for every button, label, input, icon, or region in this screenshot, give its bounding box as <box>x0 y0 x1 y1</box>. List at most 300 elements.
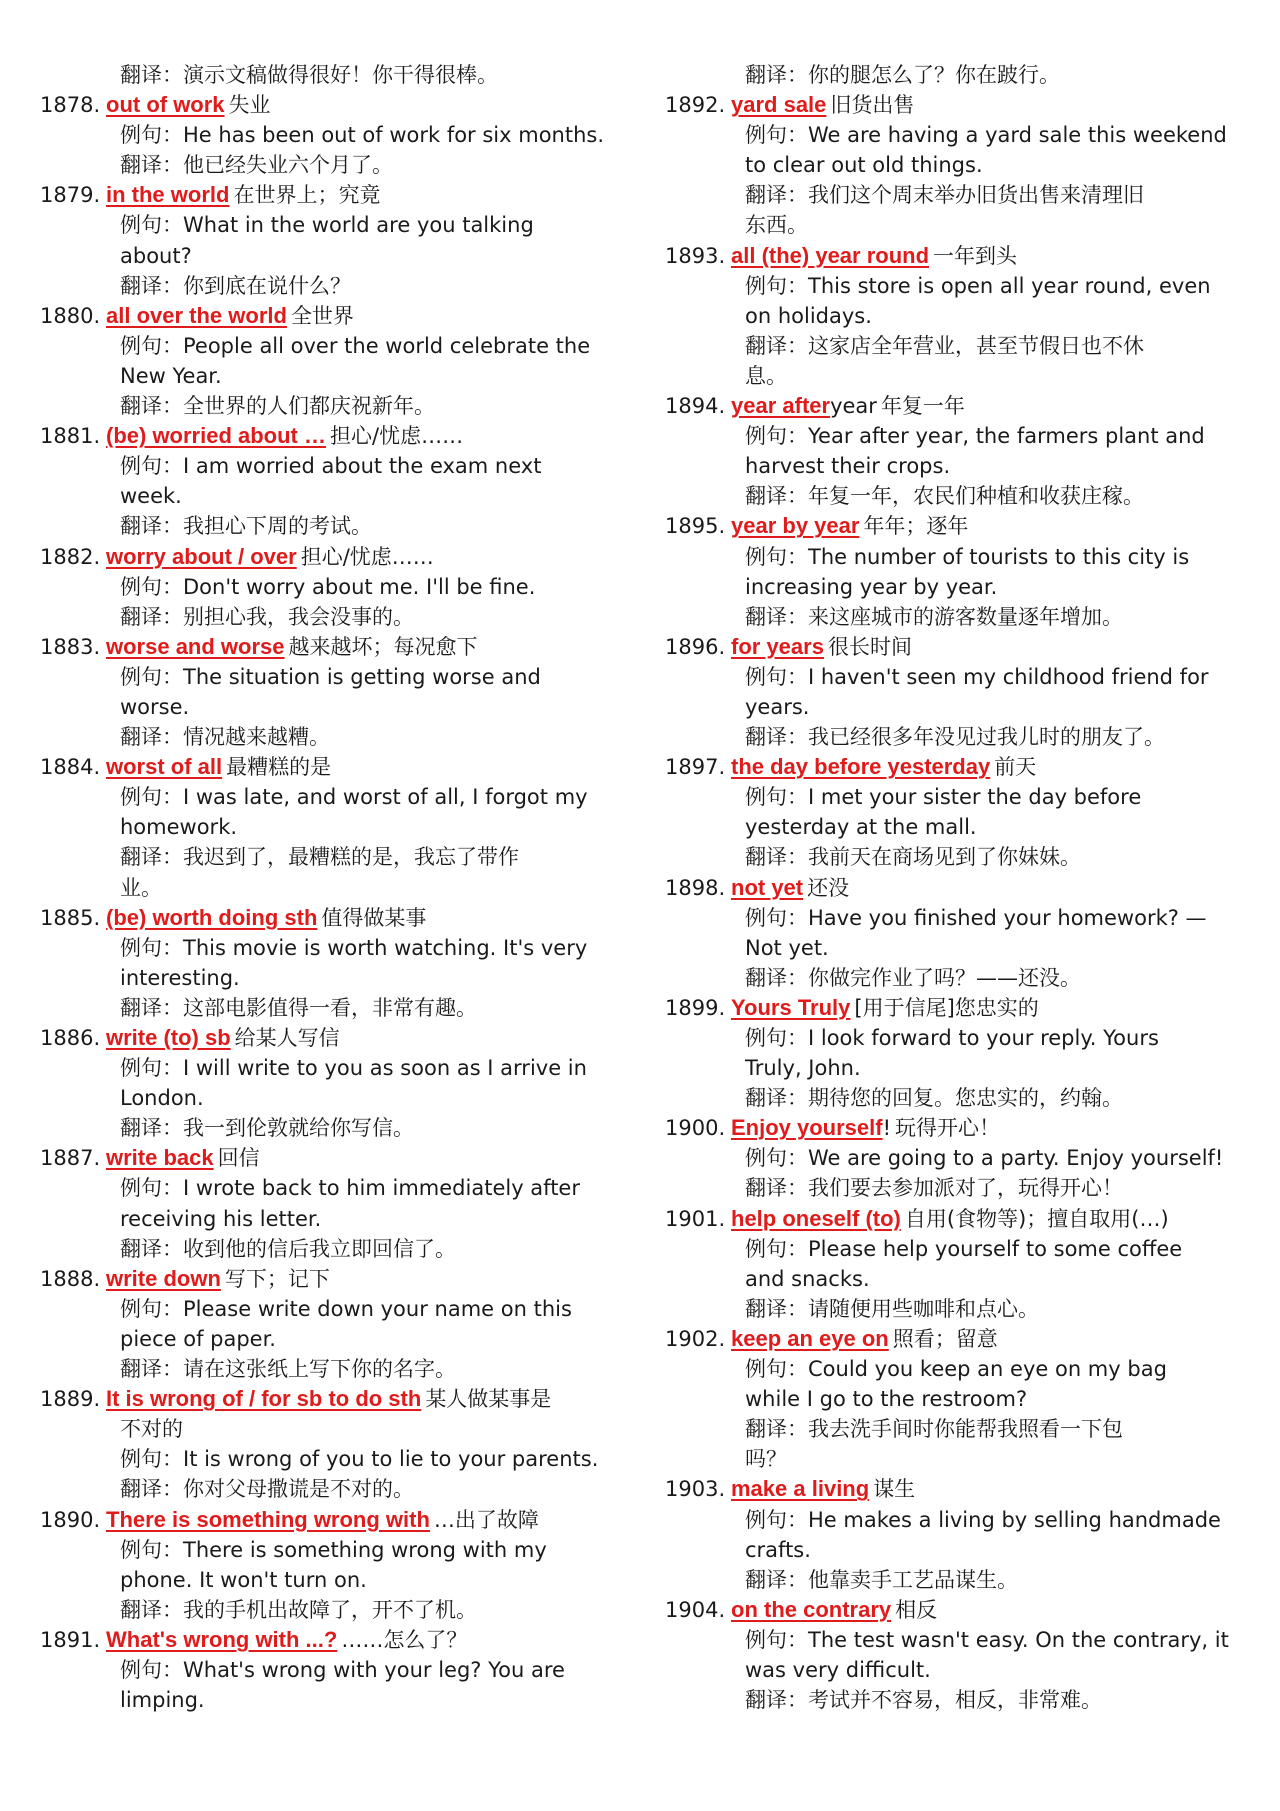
vocab-entry <box>40 301 630 421</box>
translation-text: 我已经很多年没见过我儿时的朋友了。 <box>808 725 1165 750</box>
vocab-entry <box>665 1474 1255 1594</box>
vocab-entry <box>665 752 1255 872</box>
example-text: The number of tourists to this city is <box>808 544 1190 569</box>
translation-line <box>665 1083 1255 1113</box>
translation-text: 你的腿怎么了？你在跛行。 <box>808 63 1060 87</box>
phrase: the day before yesterday <box>731 754 991 780</box>
translation-line <box>665 602 1255 632</box>
translation-label: 翻译： <box>120 995 183 1020</box>
example-text: We are going to a party. Enjoy yourself! <box>808 1146 1224 1171</box>
example-text: Year after year, the farmers plant and <box>808 424 1205 449</box>
translation-line <box>665 1414 1255 1444</box>
translation-line <box>665 361 1255 391</box>
entry-number: 1902. <box>665 1326 726 1351</box>
translation-line <box>40 993 630 1023</box>
vocab-entry <box>40 1264 630 1384</box>
headword-line <box>665 511 1255 541</box>
example-line <box>665 271 1255 301</box>
translation-line <box>40 1354 630 1384</box>
meaning: 给某人写信 <box>234 1026 340 1050</box>
translation-line <box>665 1444 1255 1474</box>
translation-label: 翻译： <box>120 1357 183 1382</box>
headword-line <box>40 542 630 572</box>
translation-line <box>665 210 1255 240</box>
phrase: write back <box>106 1145 214 1171</box>
example-line <box>40 692 630 722</box>
example-label: 例句： <box>745 544 808 569</box>
example-line <box>665 542 1255 572</box>
vocab-entry <box>665 1204 1255 1324</box>
headword-line <box>665 1204 1255 1234</box>
phrase: for years <box>731 633 824 659</box>
example-line <box>665 1505 1255 1535</box>
example-text: years. <box>745 694 810 719</box>
example-line <box>40 662 630 692</box>
example-text: Truly, John. <box>745 1056 861 1081</box>
translation-line <box>40 1113 630 1143</box>
phrase: worst of all <box>106 754 223 780</box>
entry-number: 1901. <box>665 1206 726 1231</box>
translation-line <box>665 180 1255 210</box>
phrase: (be) worried about … <box>106 423 326 449</box>
example-line <box>665 1234 1255 1264</box>
translation-text: 他已经失业六个月了。 <box>183 153 393 178</box>
example-text: to clear out old things. <box>745 153 983 178</box>
vocab-entry <box>40 90 630 180</box>
example-text: crafts. <box>745 1537 811 1562</box>
translation-label: 翻译： <box>745 1296 808 1321</box>
translation-label: 翻译： <box>745 1567 808 1592</box>
example-text: piece of paper. <box>120 1326 276 1351</box>
translation-line <box>665 60 1255 90</box>
example-text: What's wrong with your leg? You are <box>183 1657 565 1682</box>
translation-line <box>665 1173 1255 1203</box>
example-text: Have you finished your homework? — <box>808 905 1207 930</box>
example-line <box>40 933 630 963</box>
translation-text: 演示文稿做得很好！你干得很棒。 <box>183 63 498 87</box>
entry-number: 1884. <box>40 755 101 780</box>
translation-label: 翻译： <box>745 1086 808 1111</box>
entry-number: 1893. <box>665 243 726 268</box>
example-text: harvest their crops. <box>745 454 951 479</box>
translation-text: 我担心下周的考试。 <box>183 514 372 539</box>
vocab-entry <box>665 632 1255 752</box>
phrase: write down <box>106 1265 221 1291</box>
right-column <box>665 60 1255 1715</box>
example-line <box>665 812 1255 842</box>
example-label: 例句： <box>120 664 183 689</box>
example-line <box>665 1535 1255 1565</box>
example-label: 例句： <box>120 785 183 810</box>
example-text: I met your sister the day before <box>808 785 1142 810</box>
left-column <box>40 60 630 1715</box>
vocab-entry <box>665 1595 1255 1715</box>
headword-line <box>665 1113 1255 1143</box>
entry-number: 1896. <box>665 634 726 659</box>
translation-label: 翻译： <box>745 1417 808 1442</box>
example-line <box>665 301 1255 331</box>
vocab-entry <box>40 1625 630 1715</box>
example-label: 例句： <box>120 213 183 238</box>
example-line <box>40 572 630 602</box>
example-label: 例句： <box>745 785 808 810</box>
example-text: He makes a living by selling handmade <box>808 1507 1221 1532</box>
phrase: (be) worth doing sth <box>106 904 318 930</box>
translation-text: 年复一年，农民们种植和收获庄稼。 <box>808 484 1144 509</box>
translation-text: 期待您的回复。您忠实的，约翰。 <box>808 1086 1123 1111</box>
example-line <box>40 451 630 481</box>
example-label: 例句： <box>120 454 183 479</box>
headword-line <box>665 1324 1255 1354</box>
meaning: 回信 <box>217 1146 260 1171</box>
translation-line <box>40 1474 630 1504</box>
translation-label: 翻译： <box>120 514 183 539</box>
example-line <box>40 1324 630 1354</box>
headword-line <box>40 90 630 120</box>
headword-line <box>40 180 630 210</box>
example-text: London. <box>120 1086 204 1111</box>
entry-number: 1889. <box>40 1387 101 1412</box>
meaning: 某人做某事是 <box>425 1387 552 1412</box>
headword-line <box>40 1384 630 1414</box>
meaning: 最糟糕的是 <box>226 755 332 780</box>
phrase: out of work <box>106 92 225 118</box>
translation-label: 翻译： <box>120 1116 183 1141</box>
example-text: Please write down your name on this <box>183 1296 572 1321</box>
translation-text: 我迟到了，最糟糕的是，我忘了带作 <box>183 845 519 870</box>
translation-label: 翻译： <box>745 63 808 87</box>
example-line <box>665 1354 1255 1384</box>
translation-text: 情况越来越糟。 <box>183 725 330 750</box>
meaning: 相反 <box>895 1597 938 1622</box>
example-text: and snacks. <box>745 1266 870 1291</box>
vocab-entry <box>665 60 1255 90</box>
example-line <box>665 692 1255 722</box>
vocab-entry <box>40 1505 630 1625</box>
meaning: 越来越坏；每况愈下 <box>288 634 478 659</box>
example-line <box>665 662 1255 692</box>
example-text: What in the world are you talking <box>183 213 534 238</box>
translation-text: 考试并不容易，相反，非常难。 <box>808 1688 1102 1713</box>
example-text: yesterday at the mall. <box>745 815 977 840</box>
phrase: worse and worse <box>106 633 285 659</box>
entry-number: 1880. <box>40 303 101 328</box>
example-line <box>665 782 1255 812</box>
translation-text: 我的手机出故障了，开不了机。 <box>183 1597 477 1622</box>
headword-line <box>40 752 630 782</box>
entry-number: 1881. <box>40 424 101 449</box>
meaning: ……怎么了？ <box>341 1627 468 1652</box>
translation-text: 收到他的信后我立即回信了。 <box>183 1236 456 1261</box>
entry-number: 1891. <box>40 1627 101 1652</box>
headword-line <box>40 301 630 331</box>
example-line <box>40 120 630 150</box>
example-label: 例句： <box>745 1026 808 1050</box>
example-line <box>40 1204 630 1234</box>
translation-label: 翻译： <box>745 484 808 509</box>
translation-line <box>665 1685 1255 1715</box>
translation-label: 翻译： <box>745 183 808 208</box>
phrase: write (to) sb <box>106 1025 231 1050</box>
vocab-entry <box>665 90 1255 240</box>
headword-line <box>40 1625 630 1655</box>
example-label: 例句： <box>120 1447 183 1472</box>
example-line <box>40 361 630 391</box>
entry-number: 1900. <box>665 1116 726 1141</box>
example-text: worse. <box>120 694 190 719</box>
example-line <box>40 1565 630 1595</box>
translation-text: 我们要去参加派对了，玩得开心！ <box>808 1176 1123 1201</box>
example-text: I am worried about the exam next <box>183 454 542 479</box>
vocab-entry <box>665 511 1255 631</box>
example-text: I haven't seen my childhood friend for <box>808 664 1209 689</box>
example-label: 例句： <box>745 1236 808 1261</box>
example-text: This store is open all year round, even <box>808 273 1211 298</box>
translation-label: 翻译： <box>120 63 183 87</box>
vocab-entry <box>40 1384 630 1504</box>
meaning: …出了故障 <box>433 1507 539 1532</box>
example-line <box>40 1655 630 1685</box>
meaning: 一年到头 <box>933 243 1018 268</box>
example-label: 例句： <box>120 1537 183 1562</box>
translation-line <box>40 271 630 301</box>
example-text: It is wrong of you to lie to your parents. <box>183 1447 599 1472</box>
example-label: 例句： <box>745 424 808 449</box>
entry-number: 1882. <box>40 544 101 569</box>
example-text: The situation is getting worse and <box>183 664 541 689</box>
headword-line <box>665 993 1255 1023</box>
phrase: worry about / over <box>106 543 297 569</box>
vocab-entry <box>665 391 1255 511</box>
translation-label: 翻译： <box>120 845 183 870</box>
example-line <box>665 1384 1255 1414</box>
translation-line <box>665 1294 1255 1324</box>
example-line <box>40 1685 630 1715</box>
example-text: limping. <box>120 1688 205 1713</box>
translation-text: 息。 <box>745 363 787 388</box>
example-label: 例句： <box>120 574 183 599</box>
translation-text: 来这座城市的游客数量逐年增加。 <box>808 604 1123 629</box>
translation-line <box>40 511 630 541</box>
headword-line <box>665 873 1255 903</box>
example-line <box>665 1143 1255 1173</box>
example-text: I look forward to your reply. Yours <box>808 1026 1159 1050</box>
translation-label: 翻译： <box>120 1236 183 1261</box>
example-line <box>40 1173 630 1203</box>
example-text: Could you keep an eye on my bag <box>808 1357 1167 1382</box>
translation-line <box>40 842 630 872</box>
translation-label: 翻译： <box>745 725 808 750</box>
phrase: year after <box>731 393 831 419</box>
example-text: on holidays. <box>745 303 872 328</box>
example-line <box>40 1083 630 1113</box>
meaning-cont: 不对的 <box>120 1417 183 1442</box>
translation-label: 翻译： <box>745 333 808 358</box>
example-line <box>665 1053 1255 1083</box>
example-label: 例句： <box>120 1176 183 1201</box>
headword-line <box>40 903 630 933</box>
translation-label: 翻译： <box>745 1176 808 1201</box>
translation-line <box>40 873 630 903</box>
example-label: 例句： <box>120 1056 183 1081</box>
translation-label: 翻译： <box>120 273 183 298</box>
example-text: while I go to the restroom? <box>745 1387 1028 1412</box>
translation-text: 这家店全年营业，甚至节假日也不休 <box>808 333 1144 358</box>
entry-number: 1894. <box>665 394 726 419</box>
headword-line <box>665 391 1255 421</box>
translation-text: 请随便用些咖啡和点心。 <box>808 1296 1039 1321</box>
example-label: 例句： <box>745 1357 808 1382</box>
translation-text: 请在这张纸上写下你的名字。 <box>183 1357 456 1382</box>
example-line <box>665 150 1255 180</box>
example-line <box>40 963 630 993</box>
example-text: was very difficult. <box>745 1657 931 1682</box>
phrase: There is something wrong with <box>106 1506 430 1532</box>
translation-line <box>665 722 1255 752</box>
example-line <box>40 210 630 240</box>
example-text: The test wasn't easy. On the contrary, it <box>808 1627 1229 1652</box>
example-line <box>665 421 1255 451</box>
translation-label: 翻译： <box>745 965 808 990</box>
translation-line <box>40 150 630 180</box>
translation-text: 我前天在商场见到了你妹妹。 <box>808 845 1081 870</box>
translation-line <box>665 331 1255 361</box>
example-line <box>40 241 630 271</box>
meaning: [用于信尾]您忠实的 <box>854 995 1039 1020</box>
translation-label: 翻译： <box>120 394 183 419</box>
meaning: 前天 <box>994 755 1037 780</box>
example-label: 例句： <box>745 1507 808 1532</box>
example-label: 例句： <box>745 664 808 689</box>
vocab-entry <box>40 752 630 902</box>
phrase: on the contrary <box>731 1596 892 1622</box>
example-line <box>40 331 630 361</box>
phrase: make a living <box>731 1476 870 1502</box>
example-line <box>40 782 630 812</box>
example-label: 例句： <box>120 333 183 358</box>
translation-text: 吗？ <box>745 1447 787 1472</box>
meaning: 值得做某事 <box>321 905 427 930</box>
example-line <box>40 481 630 511</box>
vocab-entry <box>40 1143 630 1263</box>
headword-line <box>40 632 630 662</box>
phrase: Yours Truly <box>731 994 851 1020</box>
entry-number: 1885. <box>40 905 101 930</box>
meaning: 还没 <box>807 875 850 900</box>
entry-number: 1898. <box>665 875 726 900</box>
example-text: increasing year by year. <box>745 574 998 599</box>
meaning: 旧货出售 <box>830 93 915 118</box>
example-line <box>40 812 630 842</box>
example-label: 例句： <box>120 1296 183 1321</box>
example-text: He has been out of work for six months. <box>183 123 605 148</box>
translation-line <box>665 842 1255 872</box>
phrase: help oneself (to) <box>731 1205 901 1231</box>
meaning: 玩得开心！ <box>895 1116 1001 1141</box>
example-line <box>665 451 1255 481</box>
translation-text: 全世界的人们都庆祝新年。 <box>183 394 435 419</box>
phrase: not yet <box>731 874 804 900</box>
phrase-tail: year <box>830 394 877 419</box>
headword-line <box>665 90 1255 120</box>
example-text: New Year. <box>120 363 222 388</box>
example-text: Don't worry about me. I'll be fine. <box>183 574 536 599</box>
example-label: 例句： <box>745 123 808 148</box>
vocab-entry <box>665 993 1255 1113</box>
example-text: There is something wrong with my <box>183 1537 547 1562</box>
meaning: 在世界上；究竟 <box>233 183 381 208</box>
headword-line <box>665 632 1255 662</box>
example-line <box>665 1625 1255 1655</box>
entry-number: 1903. <box>665 1477 726 1502</box>
headword-line <box>665 1474 1255 1504</box>
entry-number: 1890. <box>40 1507 101 1532</box>
vocab-entry <box>665 241 1255 391</box>
example-line <box>40 1535 630 1565</box>
entry-number: 1888. <box>40 1266 101 1291</box>
vocab-entry <box>40 1023 630 1143</box>
entry-number: 1886. <box>40 1026 101 1050</box>
translation-label: 翻译： <box>120 725 183 750</box>
meaning: 担心/忧虑…… <box>300 544 434 569</box>
example-line <box>665 572 1255 602</box>
phrase: all over the world <box>106 302 287 328</box>
phrase: all (the) year round <box>731 242 930 268</box>
headword-line <box>40 1505 630 1535</box>
phrase: It is wrong of / for sb to do sth <box>106 1386 422 1412</box>
vocab-entry <box>40 542 630 632</box>
translation-line <box>40 722 630 752</box>
example-line <box>665 903 1255 933</box>
translation-line <box>40 602 630 632</box>
headword-line <box>40 1264 630 1294</box>
meaning-continuation <box>40 1414 630 1444</box>
meaning: 自用(食物等)；擅自取用(…) <box>904 1206 1169 1231</box>
example-text: We are having a yard sale this weekend <box>808 123 1227 148</box>
example-line <box>665 1023 1255 1053</box>
translation-label: 翻译： <box>120 1597 183 1622</box>
headword-line <box>40 421 630 451</box>
vocab-entry <box>40 903 630 1023</box>
entry-number: 1892. <box>665 93 726 118</box>
headword-line <box>665 1595 1255 1625</box>
phrase: keep an eye on <box>731 1325 889 1351</box>
example-text: People all over the world celebrate the <box>183 333 591 358</box>
translation-label: 翻译： <box>120 153 183 178</box>
example-line <box>665 120 1255 150</box>
phrase: yard sale <box>731 92 827 118</box>
example-text: Please help yourself to some coffee <box>808 1236 1183 1261</box>
example-line <box>40 1053 630 1083</box>
headword-line <box>665 752 1255 782</box>
example-text: I will write to you as soon as I arrive in <box>183 1056 587 1081</box>
vocab-entry <box>40 180 630 300</box>
translation-text: 我们这个周末举办旧货出售来清理旧 <box>808 183 1144 208</box>
entry-number: 1904. <box>665 1597 726 1622</box>
example-text: This movie is worth watching. It's very <box>183 935 588 960</box>
entry-number: 1883. <box>40 634 101 659</box>
example-line <box>665 1264 1255 1294</box>
example-label: 例句： <box>745 1146 808 1171</box>
example-text: week. <box>120 484 182 509</box>
vocab-entry <box>665 1324 1255 1474</box>
meaning: 年复一年 <box>880 394 965 419</box>
meaning: 全世界 <box>290 303 354 328</box>
example-label: 例句： <box>120 123 183 148</box>
translation-text: 业。 <box>120 875 162 900</box>
meaning: 担心/忧虑…… <box>330 424 464 449</box>
example-label: 例句： <box>120 935 183 960</box>
